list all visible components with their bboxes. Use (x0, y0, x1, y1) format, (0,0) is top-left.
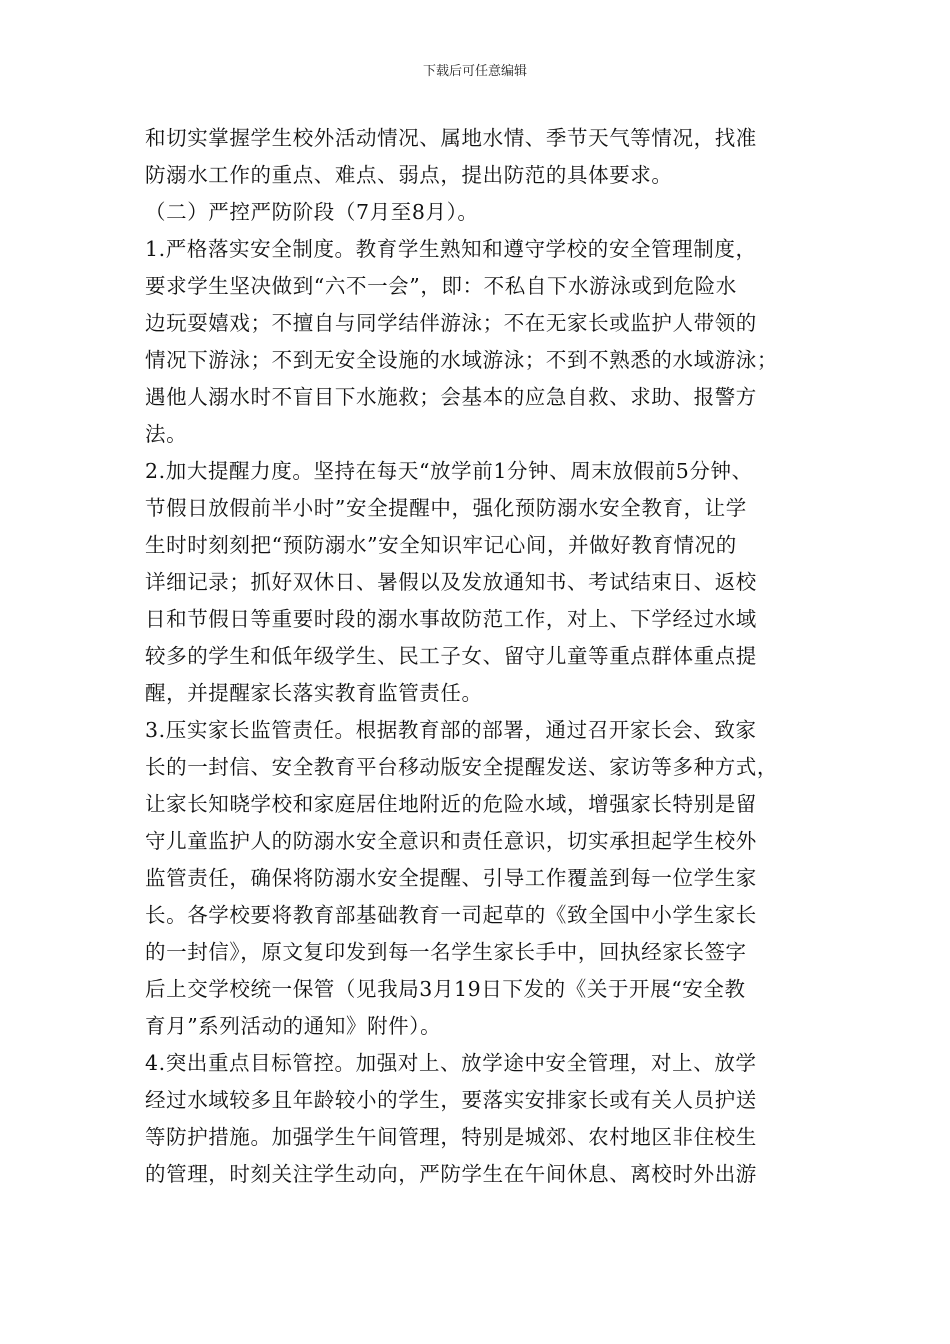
text-line: 经过水域较多且年龄较小的学生，要落实安排家长或有关人员护送 (145, 1088, 757, 1112)
text-line: 1.严格落实安全制度。教育学生熟知和遵守学校的安全管理制度， (145, 237, 757, 261)
text-line: 监管责任，确保将防溺水安全提醒、引导工作覆盖到每一位学生家 (145, 866, 757, 890)
text-line: 让家长知晓学校和家庭居住地附近的危险水域，增强家长特别是留 (145, 792, 757, 816)
text-line: 情况下游泳；不到无安全设施的水域游泳；不到不熟悉的水域游泳； (145, 348, 778, 372)
text-line: 醒，并提醒家长落实教育监管责任。 (145, 681, 483, 705)
text-line: 节假日放假前半小时”安全提醒中，强化预防溺水安全教育，让学 (145, 496, 747, 520)
text-line: 和切实掌握学生校外活动情况、属地水情、季节天气等情况，找准 (145, 126, 757, 150)
text-line: 日和节假日等重要时段的溺水事故防范工作，对上、下学经过水域 (145, 607, 757, 631)
text-line: 等防护措施。加强学生午间管理，特别是城郊、农村地区非住校生 (145, 1125, 757, 1149)
text-line: 生时时刻刻把“预防溺水”安全知识牢记心间，并做好教育情况的 (145, 533, 737, 557)
text-line: 4.突出重点目标管控。加强对上、放学途中安全管理，对上、放学 (145, 1051, 757, 1075)
text-line: 的一封信》，原文复印发到每一名学生家长手中，回执经家长签字 (145, 940, 747, 964)
text-line: 的管理，时刻关注学生动向，严防学生在午间休息、离校时外出游 (145, 1162, 757, 1186)
text-line: 遇他人溺水时不盲目下水施救；会基本的应急自救、求助、报警方 (145, 385, 757, 409)
text-line: 法。 (145, 422, 188, 446)
text-line: 详细记录；抓好双休日、暑假以及发放通知书、考试结束日、返校 (145, 570, 757, 594)
text-line: 后上交学校统一保管（见我局3月19日下发的《关于开展“安全教 (145, 977, 746, 1001)
text-line: 长。各学校要将教育部基础教育一司起草的《致全国中小学生家长 (145, 903, 757, 927)
text-line: 2.加大提醒力度。坚持在每天“放学前1分钟、周末放假前5分钟、 (145, 459, 753, 483)
text-line: 要求学生坚决做到“六不一会”，即：不私自下水游泳或到危险水 (145, 274, 737, 298)
text-line: 防溺水工作的重点、难点、弱点，提出防范的具体要求。 (145, 163, 673, 187)
text-line: 边玩耍嬉戏；不擅自与同学结伴游泳；不在无家长或监护人带领的 (145, 311, 757, 335)
document-body (145, 120, 815, 1193)
section-heading: （二）严控严防阶段（7月至8月）。 (145, 200, 479, 224)
text-line: 守儿童监护人的防溺水安全意识和责任意识，切实承担起学生校外 (145, 829, 757, 853)
text-line: 长的一封信、安全教育平台移动版安全提醒发送、家访等多种方式， (145, 755, 778, 779)
page-header-note: 下载后可任意编辑 (422, 64, 527, 79)
text-line: 育月”系列活动的通知》附件）。 (145, 1014, 442, 1038)
text-line: 较多的学生和低年级学生、民工子女、留守儿童等重点群体重点提 (145, 644, 757, 668)
text-line: 3.压实家长监管责任。根据教育部的部署，通过召开家长会、致家 (145, 718, 757, 742)
